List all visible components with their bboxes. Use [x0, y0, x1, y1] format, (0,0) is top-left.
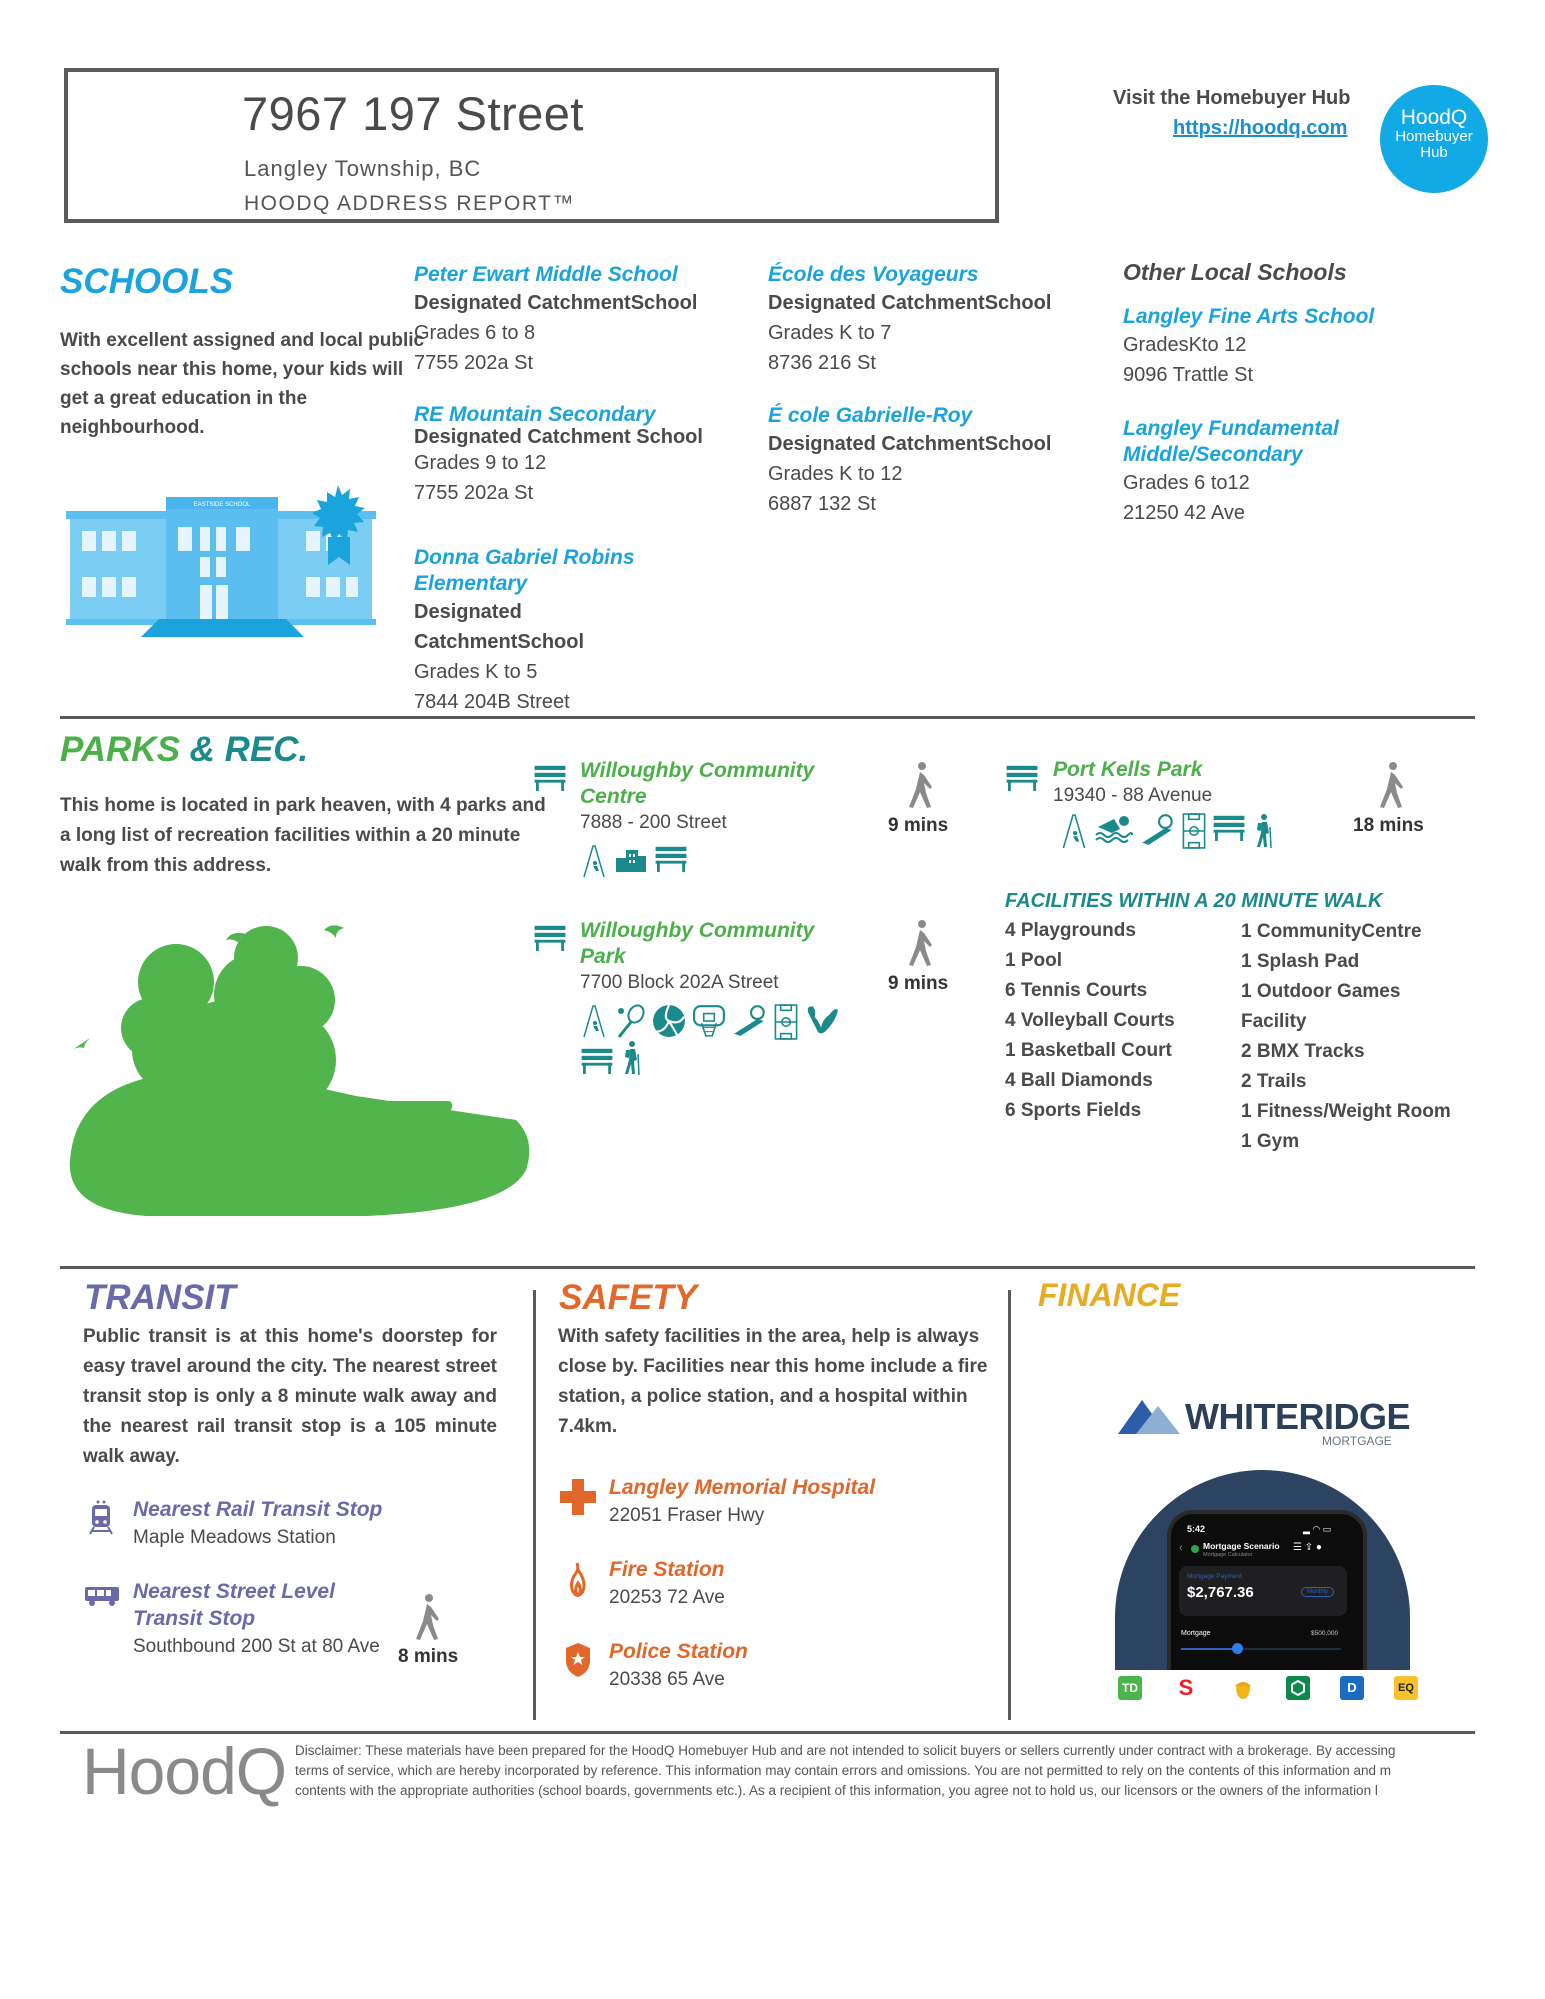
school-address: 7755 202a St — [414, 482, 533, 504]
school-card — [768, 403, 1088, 519]
hub-badge-line: Hub — [1420, 144, 1448, 161]
hospital-cross-icon — [560, 1479, 596, 1515]
walk-time: 8 mins — [398, 1646, 459, 1667]
section-divider — [60, 1266, 1475, 1269]
walking-person-icon — [412, 1592, 442, 1644]
safety-item-address: 20338 65 Ave — [609, 1669, 725, 1690]
facility-item: 6 Tennis Courts — [1005, 980, 1148, 1001]
tennis-icon — [614, 1004, 646, 1038]
slider-knob[interactable] — [1232, 1643, 1243, 1654]
payment-card — [1179, 1566, 1347, 1616]
walk-time: 9 mins — [888, 973, 949, 994]
status-dot-icon — [1191, 1545, 1199, 1553]
facility-item: 1 Gym — [1241, 1131, 1300, 1152]
facility-item: 6 Sports Fields — [1005, 1100, 1142, 1121]
school-name[interactable]: É cole Gabrielle-Roy — [768, 404, 973, 427]
park-icons — [580, 1004, 900, 1076]
school-card — [414, 404, 754, 508]
hub-visit-text: Visit the Homebuyer Hub — [1113, 87, 1351, 109]
hexagon-bank-logo[interactable] — [1286, 1676, 1310, 1700]
facility-item: 2 BMX Tracks — [1241, 1041, 1365, 1062]
bench-icon — [533, 923, 567, 951]
school-type: Designated Catchment School — [414, 426, 703, 448]
facility-item: 1 Pool — [1005, 950, 1063, 971]
school-name[interactable]: Donna Gabriel Robins Elementary — [414, 546, 635, 595]
facility-item: 2 Trails — [1241, 1071, 1307, 1092]
safety-title: SAFETY — [559, 1278, 698, 1317]
facility-item: 1 Splash Pad — [1241, 951, 1360, 972]
school-name[interactable]: Langley Fundamental Middle/Secondary — [1123, 417, 1339, 466]
transit-title: TRANSIT — [84, 1278, 236, 1317]
school-grades: Grades K to 12 — [768, 463, 903, 485]
phone-menu-icons[interactable]: ☰ ⇪ ● — [1293, 1542, 1322, 1553]
safety-item-name[interactable]: Fire Station — [609, 1558, 725, 1581]
bench-icon — [1212, 813, 1246, 841]
school-address: 8736 216 St — [768, 352, 876, 374]
school-address: 9096 Trattle St — [1123, 364, 1254, 386]
disclaimer-line: terms of service, which are hereby incorporated by reference. This information may contain errors and omissions. You are not permitted to rely on the contents of this information and m — [295, 1763, 1392, 1778]
facility-item: 4 Volleyball Courts — [1005, 1010, 1175, 1031]
frequency-chip[interactable]: Monthly — [1301, 1587, 1334, 1597]
school-type: Designated CatchmentSchool — [414, 601, 585, 653]
phone-time: 5:42 — [1187, 1524, 1206, 1534]
park-illustration — [66, 900, 536, 1220]
disclaimer-line: Disclaimer: These materials have been prepared for the HoodQ Homebuyer Hub and are not intended to solicit buyers or sellers currently under contract with a brokerage. By accessing — [295, 1743, 1396, 1758]
facility-item: 1 Outdoor Games — [1241, 981, 1401, 1002]
brand-name: WHITERIDGE — [1185, 1396, 1410, 1437]
school-grades: Grades 6 to12 — [1123, 472, 1250, 494]
mortgage-value: $500,000 — [1311, 1630, 1339, 1637]
facility-item: Facility — [1241, 1011, 1307, 1032]
column-divider — [533, 1290, 536, 1720]
parks-title-b: & REC. — [189, 730, 309, 769]
street-stop-label: Nearest Street Level Transit Stop — [133, 1580, 335, 1630]
schools-title: SCHOOLS — [60, 262, 234, 301]
eq-bank-logo[interactable]: EQ — [1394, 1676, 1418, 1700]
train-icon — [88, 1500, 114, 1536]
disclaimer-line: contents with the appropriate authorities (school boards, governments etc.). As a recipient of this information, you agree not to hold us, our licensors or the owners of the information l — [295, 1783, 1378, 1798]
park-icons — [580, 844, 880, 878]
address-title: 7967 197 Street — [242, 87, 584, 140]
hub-link[interactable]: https://hoodq.com — [1173, 117, 1348, 139]
school-type: Designated CatchmentSchool — [414, 292, 698, 314]
safety-item-address: 20253 72 Ave — [609, 1587, 725, 1608]
walk-time: 18 mins — [1353, 815, 1424, 836]
school-address: 7844 204B Street — [414, 691, 570, 713]
walk-time: 9 mins — [888, 815, 949, 836]
walking-person-icon — [1376, 760, 1406, 812]
brand-sub: MORTGAGE — [1322, 1434, 1392, 1448]
safety-item — [609, 1556, 1009, 1612]
school-name[interactable]: École des Voyageurs — [768, 263, 979, 286]
street-stop-value[interactable]: Southbound 200 St at 80 Ave — [133, 1636, 380, 1657]
school-address: 6887 132 St — [768, 493, 876, 515]
mortgage-label: Mortgage — [1181, 1630, 1211, 1637]
slider-fill — [1181, 1648, 1237, 1650]
baseball-icon — [1140, 813, 1176, 845]
sports-field-icon — [1182, 813, 1206, 849]
scotiabank-logo[interactable]: S — [1178, 1675, 1194, 1700]
address-city: Langley Township, BC — [244, 156, 482, 181]
school-grades: Grades K to 5 — [414, 661, 538, 683]
td-logo[interactable]: TD — [1118, 1676, 1142, 1700]
acorn-logo-icon[interactable] — [1231, 1676, 1255, 1700]
school-card — [768, 262, 1088, 378]
school-type: Designated CatchmentSchool — [768, 292, 1052, 314]
splash-pad-icon — [804, 1004, 840, 1036]
app-subtitle: Mortgage Calculator — [1203, 1552, 1253, 1558]
schools-description: With excellent assigned and local public schools near this home, your kids will get a great education in the neighbourhood. — [60, 330, 425, 438]
park-icons — [1060, 813, 1353, 849]
transit-description: Public transit is at this home's doorstep for easy travel around the city. The nearest street transit stop is only a 8 minute walk away and the nearest rail transit stop is a 105 minute walk away. — [83, 1326, 497, 1467]
phone-promo — [1115, 1470, 1410, 1670]
mountain-logo-icon — [1118, 1396, 1184, 1436]
bench-icon — [533, 763, 567, 791]
facility-item: 1 Basketball Court — [1005, 1040, 1172, 1061]
facility-item: 1 CommunityCentre — [1241, 921, 1422, 942]
pool-icon — [1094, 813, 1134, 843]
school-sign-text: EASTSIDE SCHOOL — [193, 502, 251, 508]
bench-icon — [654, 844, 688, 872]
blue-bank-logo[interactable]: D — [1340, 1676, 1364, 1700]
facility-item: 4 Playgrounds — [1005, 920, 1136, 941]
school-grades: Grades K to 7 — [768, 322, 892, 344]
other-schools-title: Other Local Schools — [1123, 259, 1347, 285]
bank-logos — [1118, 1676, 1418, 1702]
parks-title-a: PARKS — [60, 730, 180, 769]
report-label: HOODQ ADDRESS REPORT™ — [244, 192, 575, 215]
safety-item-address: 22051 Fraser Hwy — [609, 1505, 765, 1526]
school-name[interactable]: Langley Fine Arts School — [1123, 305, 1375, 328]
basketball-icon — [692, 1004, 726, 1038]
playground-icon — [580, 844, 608, 878]
bench-icon — [580, 1046, 614, 1074]
bus-icon — [84, 1585, 120, 1607]
section-divider — [60, 716, 1475, 719]
flame-icon — [566, 1561, 588, 1597]
school-grades: Grades 9 to 12 — [414, 452, 547, 474]
police-badge-icon — [564, 1642, 592, 1678]
bench-icon — [1005, 763, 1039, 791]
school-address: 21250 42 Ave — [1123, 502, 1245, 524]
app-title: Mortgage Scenario — [1203, 1541, 1280, 1551]
safety-item — [609, 1474, 1009, 1530]
hoodq-logo: HoodQ — [82, 1734, 287, 1808]
park-name[interactable]: Willoughby Community Centre — [580, 759, 815, 808]
hexagon-icon — [1286, 1676, 1310, 1700]
school-grades: Grades 6 to 8 — [414, 322, 536, 344]
park-address: 7888 - 200 Street — [580, 812, 727, 833]
facilities-list-left — [1005, 916, 1175, 1126]
hub-badge-line: Homebuyer — [1395, 128, 1473, 145]
walking-person-icon — [905, 760, 935, 812]
school-name[interactable]: Peter Ewart Middle School — [414, 263, 678, 286]
park-address: 19340 - 88 Avenue — [1053, 785, 1213, 806]
park-name[interactable]: Willoughby Community Park — [580, 919, 815, 968]
safety-item-name[interactable]: Langley Memorial Hospital — [609, 1476, 876, 1499]
hub-badge-line: HoodQ — [1400, 106, 1468, 129]
street-stop — [133, 1578, 383, 1661]
playground-icon — [580, 1004, 608, 1038]
school-card — [1123, 416, 1393, 528]
school-grades: GradesKto 12 — [1123, 334, 1247, 356]
volleyball-icon — [652, 1004, 686, 1038]
sports-field-icon — [774, 1004, 798, 1040]
trail-icon — [1252, 813, 1274, 849]
school-name[interactable]: RE Mountain Secondary — [414, 403, 656, 426]
school-card — [414, 262, 754, 378]
park-item — [580, 758, 880, 878]
safety-item-name[interactable]: Police Station — [609, 1640, 748, 1663]
baseball-icon — [732, 1004, 768, 1036]
rail-stop-value[interactable]: Maple Meadows Station — [133, 1527, 336, 1548]
back-chevron-icon[interactable]: ‹ — [1179, 1542, 1183, 1554]
safety-description: With safety facilities in the area, help is always close by. Facilities near this home include a fire station, a police station, and a hospital within 7.4km. — [558, 1326, 988, 1437]
hub-badge[interactable] — [1380, 85, 1488, 193]
playground-icon — [1060, 813, 1088, 849]
school-address: 7755 202a St — [414, 352, 533, 374]
park-address: 7700 Block 202A Street — [580, 972, 779, 993]
school-card — [1123, 304, 1453, 390]
school-building-illustration — [66, 485, 406, 645]
facilities-title: FACILITIES WITHIN A 20 MINUTE WALK — [1005, 890, 1383, 912]
finance-title: FINANCE — [1038, 1277, 1181, 1313]
parks-title — [60, 730, 308, 770]
disclaimer — [295, 1741, 1545, 1801]
park-item — [580, 918, 910, 1076]
park-item — [1053, 757, 1353, 849]
payment-value: $2,767.36 — [1187, 1584, 1254, 1601]
parks-description: This home is located in park heaven, with 4 parks and a long list of recreation facilities within a 20 minute walk from this address. — [60, 795, 546, 876]
phone-status-icons: ▂ ◠ ▭ — [1303, 1524, 1332, 1534]
mortgage-slider[interactable] — [1181, 1648, 1341, 1650]
phone-screen — [1167, 1510, 1367, 1670]
whiteridge-logo[interactable] — [1118, 1396, 1408, 1456]
payment-label: Mortgage Payment — [1187, 1573, 1242, 1580]
rail-stop-label: Nearest Rail Transit Stop — [133, 1498, 383, 1521]
column-divider — [1008, 1290, 1011, 1720]
community-centre-icon — [614, 844, 648, 874]
rail-stop — [133, 1496, 493, 1552]
school-type: Designated CatchmentSchool — [768, 433, 1052, 455]
facility-item: 4 Ball Diamonds — [1005, 1070, 1153, 1091]
school-card — [414, 545, 684, 717]
safety-item — [609, 1638, 1009, 1694]
facility-item: 1 Fitness/Weight Room — [1241, 1101, 1451, 1122]
facilities-list-right — [1241, 917, 1451, 1157]
trail-icon — [620, 1040, 642, 1076]
park-name[interactable]: Port Kells Park — [1053, 758, 1203, 781]
walking-person-icon — [905, 918, 935, 970]
